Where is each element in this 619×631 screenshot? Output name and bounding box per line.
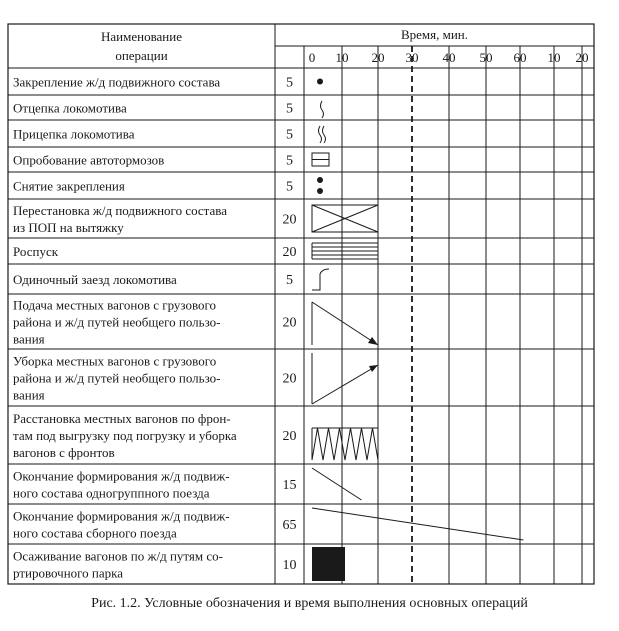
table-rows bbox=[13, 75, 297, 581]
time-tick-label: 20 bbox=[371, 50, 385, 65]
time-tick-label: 20 bbox=[575, 50, 589, 65]
operation-duration: 65 bbox=[282, 518, 297, 533]
arrow-line bbox=[312, 302, 378, 345]
header-operation-line: операции bbox=[115, 48, 168, 63]
symbol-split-box bbox=[312, 153, 329, 166]
operation-name-line: Отцепка локомотива bbox=[13, 100, 127, 116]
operation-duration: 5 bbox=[286, 127, 293, 143]
symbol-filled-box bbox=[312, 547, 345, 581]
dot-mark bbox=[317, 177, 323, 183]
operation-name-line: вания bbox=[13, 331, 45, 347]
operation-name-line: Уборка местных вагонов с грузового bbox=[13, 353, 217, 369]
operation-name-line: Расстановка местных вагонов по фрон- bbox=[13, 411, 231, 426]
operation-name-line: ртировочного парка bbox=[13, 565, 124, 581]
operation-duration: 5 bbox=[286, 179, 293, 195]
dot-mark bbox=[317, 188, 323, 194]
time-tick-label: 30 bbox=[405, 50, 419, 65]
step-mark bbox=[312, 269, 329, 290]
diagonal-line bbox=[312, 468, 362, 500]
operation-name-line: Перестановка ж/д подвижного состава bbox=[13, 203, 228, 218]
symbol-wave-double bbox=[319, 126, 326, 143]
operation-duration: 20 bbox=[282, 371, 297, 387]
symbol-arrow-down bbox=[312, 302, 378, 345]
symbol-step bbox=[312, 269, 329, 290]
operation-name-line: Прицепка локомотива bbox=[13, 126, 135, 142]
zigzag-mark bbox=[312, 428, 378, 460]
time-tick-label: 10 bbox=[547, 50, 561, 65]
operation-name-line: Роспуск bbox=[13, 244, 59, 259]
operation-name-line: ного состава одногруппного поезда bbox=[13, 485, 210, 501]
operation-name-line: там под выгрузку под погрузку и уборка bbox=[13, 428, 237, 443]
wave-mark bbox=[321, 101, 324, 118]
header-operation-line: Наименование bbox=[101, 29, 182, 44]
operation-symbols bbox=[312, 79, 523, 582]
wave-mark bbox=[323, 126, 326, 143]
time-tick-label: 60 bbox=[513, 50, 527, 65]
operation-name-line: вания bbox=[13, 387, 45, 403]
operation-name-line: Осаживание вагонов по ж/д путям со- bbox=[13, 548, 223, 564]
operation-duration: 15 bbox=[282, 478, 297, 493]
operation-duration: 20 bbox=[282, 315, 297, 331]
arrow-line bbox=[312, 365, 378, 404]
dot-mark bbox=[317, 79, 323, 85]
filled-box-mark bbox=[312, 547, 345, 581]
operation-name-line: района и ж/д путей необщего пользо- bbox=[13, 370, 221, 386]
symbol-dot bbox=[317, 79, 323, 85]
operation-duration: 5 bbox=[286, 101, 293, 117]
symbol-double-dot bbox=[317, 177, 323, 194]
operation-duration: 5 bbox=[286, 153, 293, 169]
operation-duration: 20 bbox=[282, 212, 297, 228]
figure-caption: Рис. 1.2. Условные обозначения и время выполнения основных операций bbox=[91, 596, 528, 611]
operation-duration: 20 bbox=[282, 429, 297, 444]
symbol-arrow-up bbox=[312, 353, 378, 404]
time-tick-label: 10 bbox=[335, 50, 349, 65]
arrow-head bbox=[368, 337, 378, 345]
operation-name-line: ного состава сборного поезда bbox=[13, 525, 177, 541]
operation-duration: 10 bbox=[282, 558, 297, 573]
time-tick-label: 40 bbox=[442, 50, 456, 65]
operation-name-line: Снятие закрепления bbox=[13, 178, 125, 194]
operation-duration: 5 bbox=[286, 75, 293, 91]
wave-mark bbox=[319, 126, 322, 143]
operation-name-line: Опробование автотормозов bbox=[13, 152, 165, 168]
operation-name-line: Закрепление ж/д подвижного состава bbox=[13, 74, 221, 90]
operation-duration: 20 bbox=[282, 245, 297, 260]
operation-name-line: из ПОП на вытяжку bbox=[13, 220, 124, 235]
operation-name-line: Окончание формирования ж/д подвиж- bbox=[13, 508, 230, 524]
operation-duration: 5 bbox=[286, 273, 293, 288]
symbol-wave-single bbox=[321, 101, 324, 118]
symbol-diag-long bbox=[312, 508, 523, 540]
header-time: Время, мин. bbox=[400, 27, 469, 42]
symbol-stripes bbox=[312, 243, 378, 259]
operation-name-line: Окончание формирования ж/д подвиж- bbox=[13, 468, 230, 484]
symbol-zigzag bbox=[312, 428, 378, 460]
symbol-diag-short bbox=[312, 468, 362, 500]
operation-name-line: Одиночный заезд локомотива bbox=[13, 272, 177, 287]
time-tick-label: 0 bbox=[308, 50, 316, 65]
operation-name-line: района и ж/д путей необщего пользо- bbox=[13, 314, 221, 330]
operation-name-line: Подача местных вагонов с грузового bbox=[13, 297, 217, 313]
symbol-cross-box bbox=[312, 205, 378, 232]
time-tick-label: 50 bbox=[479, 50, 493, 65]
operation-name-line: вагонов с фронтов bbox=[13, 445, 115, 460]
diagonal-line bbox=[312, 508, 523, 540]
arrow-head bbox=[369, 365, 378, 372]
